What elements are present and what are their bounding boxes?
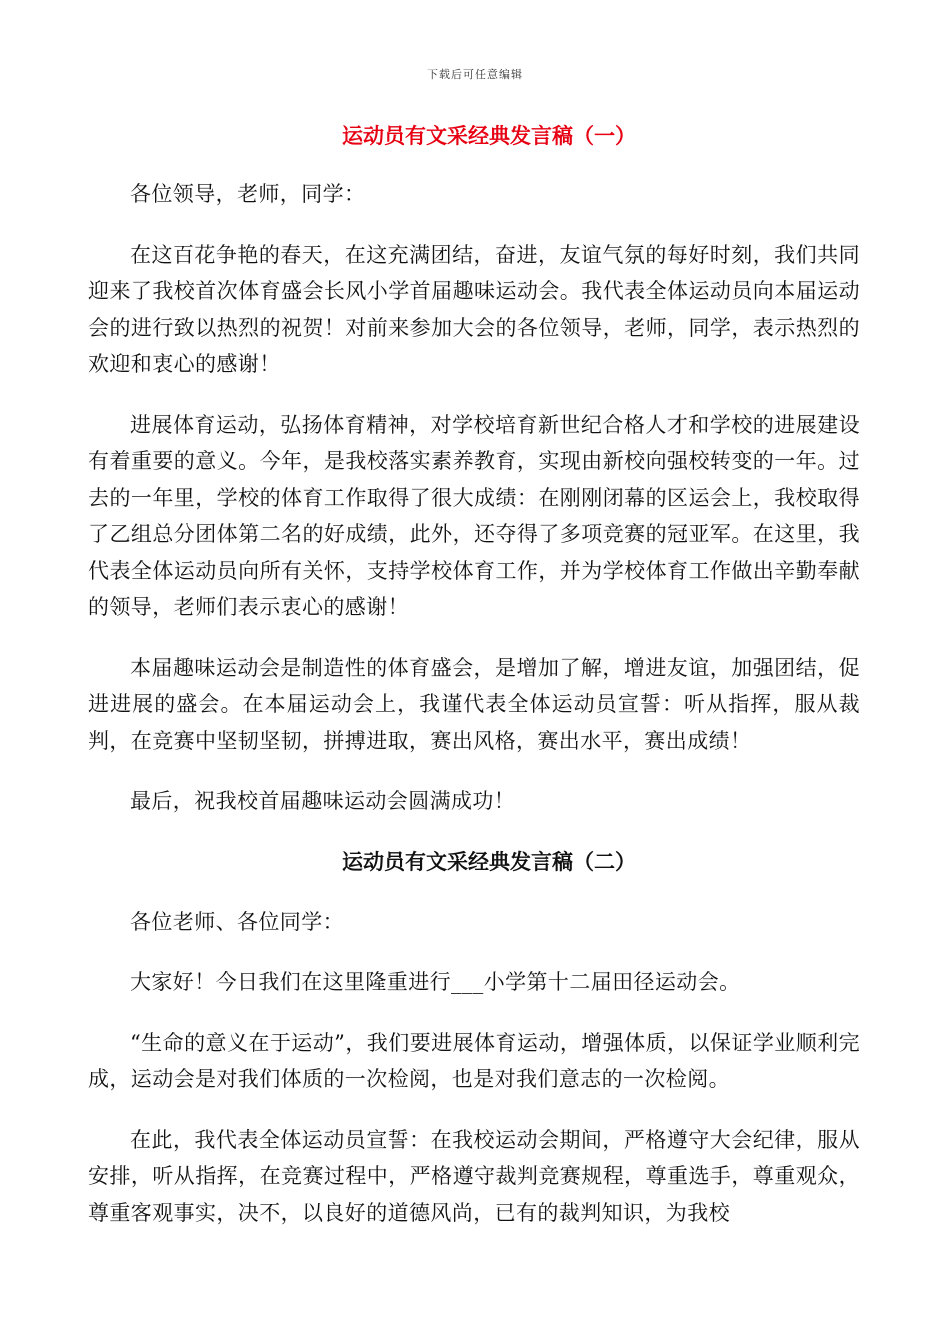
section-1-title: 运动员有文采经典发言稿（一）	[342, 123, 636, 148]
section-2-paragraph-2: “生命的意义在于运动”，我们要进展体育运动，增强体质，以保证学业顺利完成，运动会是对我们体质的一次检阅，也是对我们意志的一次检阅。	[88, 1030, 860, 1091]
section-2-title: 运动员有文采经典发言稿（二）	[342, 848, 636, 874]
section-2-paragraph-3: 在此，我代表全体运动员宣誓：在我校运动会期间，严格遵守大会纪律，服从安排，听从指挥，在竞赛过程中，严格遵守裁判竞赛规程，尊重选手，尊重观众，尊重客观事实，决不，以良好的道德风尚，已有的裁判知识，为我校	[88, 1127, 860, 1225]
header-note: 下载后可任意编辑	[427, 68, 523, 81]
section-2-salutation: 各位老师、各位同学：	[130, 909, 344, 934]
section-1-paragraph-3: 本届趣味运动会是制造性的体育盛会，是增加了解，增进友谊，加强团结，促进进展的盛会。在本届运动会上，我谨代表全体运动员宣誓：听从指挥，服从裁判，在竞赛中坚韧坚韧，拼搏进取，赛出风格，赛出水平，赛出成绩！	[88, 655, 860, 753]
section-1-paragraph-2: 进展体育运动，弘扬体育精神，对学校培育新世纪合格人才和学校的进展建设有着重要的意义。今年，是我校落实素养教育，实现由新校向强校转变的一年。过去的一年里，学校的体育工作取得了很大成绩：在刚刚闭幕的区运会上，我校取得了乙组总分团体第二名的好成绩，此外，还夺得了多项竞赛的冠亚军。在这里，我代表全体运动员向所有关怀，支持学校体育工作，并为学校体育工作做出辛勤奉献的领导，老师们表示衷心的感谢！	[88, 412, 860, 619]
document-body	[88, 116, 860, 1231]
section-1-salutation: 各位领导，老师，同学：	[130, 182, 366, 206]
section-1-paragraph-1: 在这百花争艳的春天，在这充满团结，奋进，友谊气氛的每好时刻，我们共同迎来了我校首次体育盛会长风小学首届趣味运动会。我代表全体运动员向本届运动会的进行致以热烈的祝贺！对前来参加大会的各位领导，老师，同学，表示热烈的欢迎和衷心的感谢！	[88, 242, 860, 376]
section-1-closing: 最后，祝我校首届趣味运动会圆满成功！	[130, 789, 516, 813]
section-2-paragraph-1: 大家好！今日我们在这里隆重进行___小学第十二届田径运动会。	[130, 970, 741, 994]
